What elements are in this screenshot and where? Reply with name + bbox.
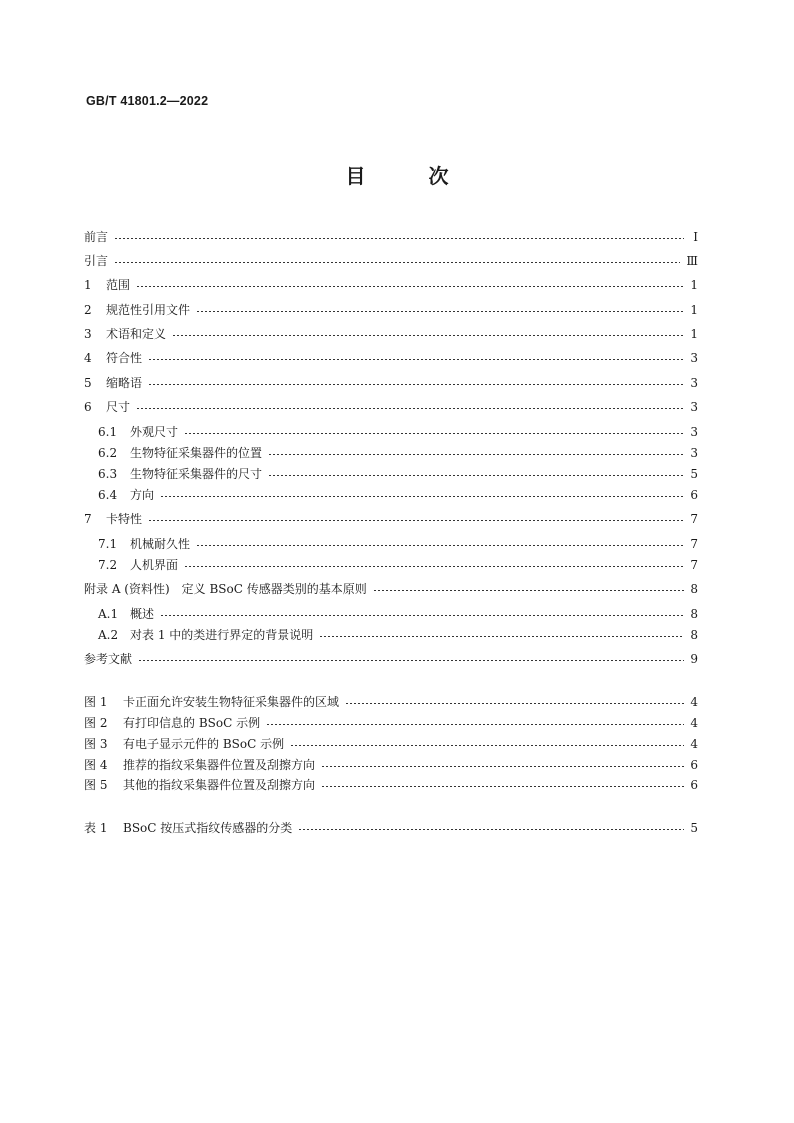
toc-entry-label: 6.2 生物特征采集器件的位置: [98, 446, 263, 460]
dot-leader: [321, 786, 684, 787]
toc-entry-page: 1: [690, 303, 698, 317]
toc-entry-label: A.1 概述: [98, 607, 155, 621]
toc-entry-label: 附录 A (资料性) 定义 BSoC 传感器类别的基本原则: [84, 582, 367, 596]
toc-entry-page: 3: [690, 446, 698, 460]
dot-leader: [138, 660, 684, 661]
toc-entry-label: 3 术语和定义: [84, 327, 167, 341]
toc-entry-label: 6.1 外观尺寸: [98, 425, 179, 439]
figure-entry-label: 图 5 其他的指纹采集器件位置及刮擦方向: [84, 778, 316, 792]
toc-entry-page: 5: [690, 467, 698, 481]
toc-entry-label: 1 范围: [84, 278, 131, 292]
dot-leader: [136, 408, 684, 409]
toc-entry-page: Ⅲ: [686, 254, 698, 268]
dot-leader: [136, 286, 684, 287]
toc-entry-page: 1: [690, 327, 698, 341]
dot-leader: [160, 496, 684, 497]
toc-entry-6-1[interactable]: [98, 422, 698, 442]
toc-entry-label: 6.4 方向: [98, 488, 155, 502]
toc-entry-label: A.2 对表 1 中的类进行界定的背景说明: [98, 628, 314, 642]
toc-entry-1[interactable]: [84, 275, 698, 295]
figure-entry-label: 图 2 有打印信息的 BSoC 示例: [84, 716, 261, 730]
toc-entry-6-4[interactable]: [98, 485, 698, 505]
dot-leader: [148, 384, 684, 385]
dot-leader: [373, 590, 684, 591]
figure-entry-3[interactable]: [84, 734, 698, 754]
toc-entry-label: 6.3 生物特征采集器件的尺寸: [98, 467, 263, 481]
toc-entry-3[interactable]: [84, 324, 698, 344]
page-title: 目 次: [345, 164, 477, 188]
figure-entry-4[interactable]: [84, 755, 698, 775]
dot-leader: [266, 724, 684, 725]
toc-entry-7-2[interactable]: [98, 555, 698, 575]
toc-entry-bibliography[interactable]: [84, 649, 698, 669]
dot-leader: [196, 311, 684, 312]
figure-entry-label: 图 3 有电子显示元件的 BSoC 示例: [84, 737, 285, 751]
dot-leader: [268, 475, 684, 476]
toc-entry-label: 7 卡特性: [84, 512, 143, 526]
toc-entry-page: 9: [690, 652, 698, 666]
toc-entry-annex-a[interactable]: [84, 579, 698, 599]
figure-entry-5[interactable]: [84, 775, 698, 795]
figure-entry-page: 4: [690, 695, 698, 709]
toc-entry-a-1[interactable]: [98, 604, 698, 624]
toc-entry-introduction[interactable]: [84, 251, 698, 271]
dot-leader: [148, 520, 684, 521]
table-entry-1[interactable]: [84, 818, 698, 838]
dot-leader: [290, 745, 684, 746]
toc-entry-page: 3: [690, 425, 698, 439]
dot-leader: [345, 703, 684, 704]
toc-entry-page: 1: [690, 278, 698, 292]
figure-entry-label: 图 1 卡正面允许安装生物特征采集器件的区域: [84, 695, 340, 709]
dot-leader: [184, 433, 684, 434]
dot-leader: [196, 545, 684, 546]
toc-entry-page: 7: [690, 558, 698, 572]
table-entry-label: 表 1 BSoC 按压式指纹传感器的分类: [84, 821, 293, 835]
toc-entry-page: 3: [690, 376, 698, 390]
figure-entry-page: 6: [690, 758, 698, 772]
figure-entry-1[interactable]: [84, 692, 698, 712]
toc-entry-label: 4 符合性: [84, 351, 143, 365]
toc-entry-label: 前言: [84, 230, 109, 244]
dot-leader: [114, 262, 680, 263]
toc-entry-5[interactable]: [84, 373, 698, 393]
toc-entry-page: 8: [690, 607, 698, 621]
toc-entry-label: 引言: [84, 254, 109, 268]
dot-leader: [114, 238, 684, 239]
toc-entry-page: 3: [690, 400, 698, 414]
figure-entry-page: 4: [690, 737, 698, 751]
dot-leader: [160, 615, 684, 616]
dot-leader: [184, 566, 684, 567]
toc-entry-6-2[interactable]: [98, 443, 698, 463]
dot-leader: [268, 454, 684, 455]
toc-entry-page: 8: [690, 628, 698, 642]
toc-entry-7[interactable]: [84, 509, 698, 529]
figure-entry-page: 6: [690, 778, 698, 792]
dot-leader: [148, 359, 684, 360]
figure-entry-label: 图 4 推荐的指纹采集器件位置及刮擦方向: [84, 758, 316, 772]
figure-entry-2[interactable]: [84, 713, 698, 733]
figure-entry-page: 4: [690, 716, 698, 730]
standard-code: GB/T 41801.2—2022: [86, 94, 209, 108]
toc-entry-7-1[interactable]: [98, 534, 698, 554]
toc-entry-page: 8: [690, 582, 698, 596]
dot-leader: [319, 636, 684, 637]
toc-entry-a-2[interactable]: [98, 625, 698, 645]
dot-leader: [298, 829, 684, 830]
toc-entry-label: 2 规范性引用文件: [84, 303, 191, 317]
toc-entry-page: 3: [690, 351, 698, 365]
dot-leader: [172, 335, 684, 336]
toc-entry-label: 参考文献: [84, 652, 133, 666]
toc-entry-page: 6: [690, 488, 698, 502]
toc-entry-page: 7: [690, 537, 698, 551]
toc-entry-label: 6 尺寸: [84, 400, 131, 414]
toc-entry-page: Ⅰ: [693, 230, 698, 244]
toc-entry-foreword[interactable]: [84, 227, 698, 247]
toc-entry-label: 5 缩略语: [84, 376, 143, 390]
toc-entry-page: 7: [690, 512, 698, 526]
toc-entry-label: 7.2 人机界面: [98, 558, 179, 572]
table-entry-page: 5: [690, 821, 698, 835]
toc-entry-4[interactable]: [84, 348, 698, 368]
toc-entry-2[interactable]: [84, 300, 698, 320]
toc-entry-6-3[interactable]: [98, 464, 698, 484]
dot-leader: [321, 766, 684, 767]
toc-entry-6[interactable]: [84, 397, 698, 417]
toc-entry-label: 7.1 机械耐久性: [98, 537, 191, 551]
